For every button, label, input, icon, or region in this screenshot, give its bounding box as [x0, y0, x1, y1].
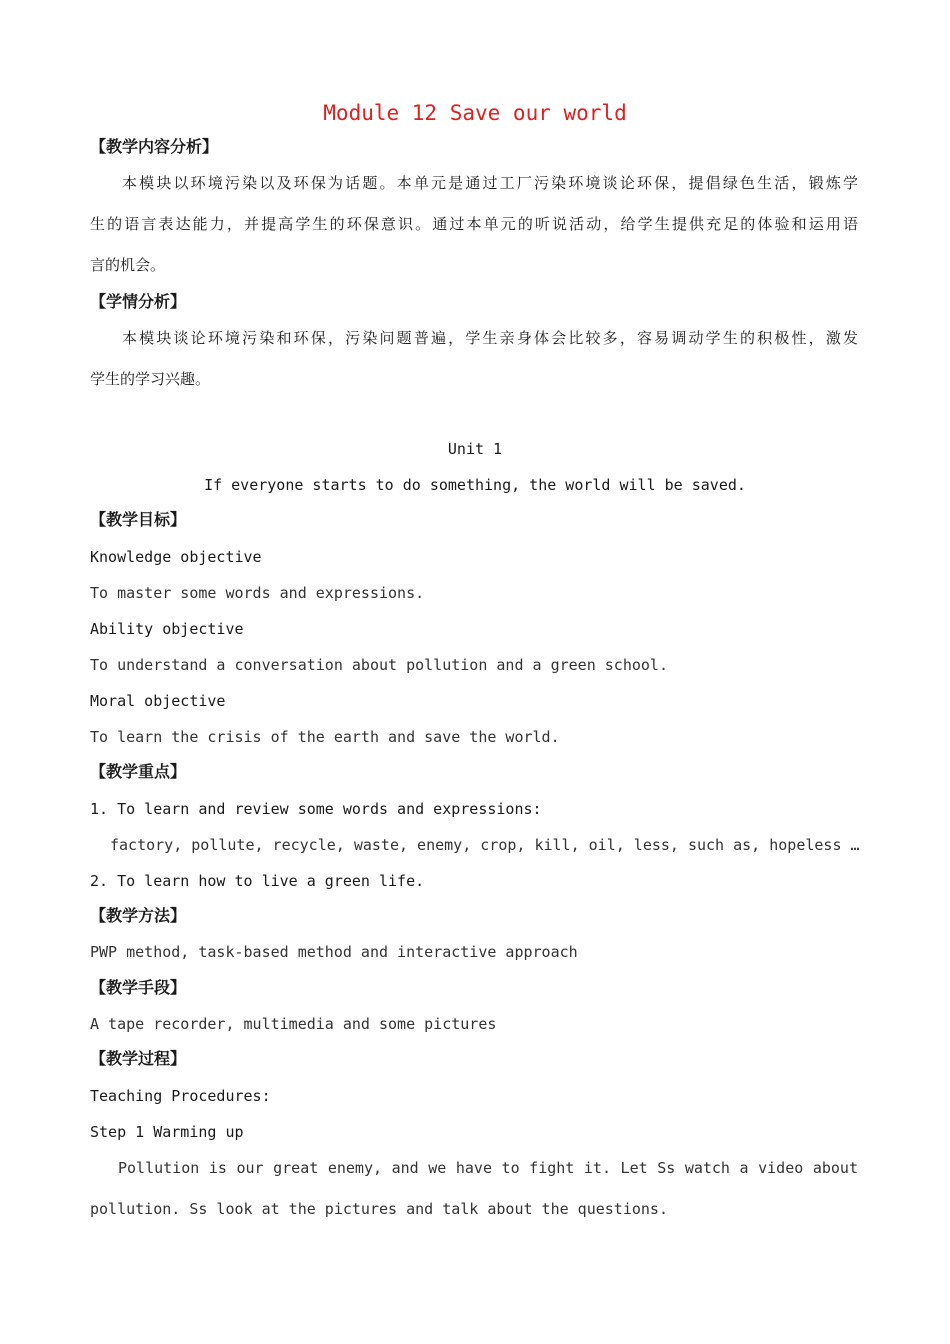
unit-title: Unit 1	[447, 440, 503, 458]
content-analysis-line-1: 本模块以环境污染以及环保为话题。本单元是通过工厂污染环境谈论环保，提倡绿色生活，锻炼学	[122, 174, 858, 192]
step-1-line-2: pollution. Ss look at the pictures and talk about the questions.	[90, 1200, 668, 1218]
section-heading-process: 【教学过程】	[90, 1049, 187, 1068]
knowledge-objective-text: To master some words and expressions.	[90, 584, 425, 602]
student-analysis-line-2: 学生的学习兴趣。	[90, 370, 211, 388]
key-point-1-words: factory, pollute, recycle, waste, enemy, crop, kill, oil, less, such as, hopeless …	[110, 836, 860, 854]
section-heading-objectives: 【教学目标】	[90, 510, 187, 529]
section-heading-key-points: 【教学重点】	[90, 762, 187, 781]
procedures-label: Teaching Procedures:	[90, 1087, 271, 1105]
section-heading-content-analysis: 【教学内容分析】	[90, 137, 219, 156]
content-analysis-line-2: 生的语言表达能力，并提高学生的环保意识。通过本单元的听说活动，给学生提供充足的体验和运用语	[90, 215, 858, 233]
knowledge-objective-label: Knowledge objective	[90, 548, 262, 566]
ability-objective-label: Ability objective	[90, 620, 244, 638]
moral-objective-text: To learn the crisis of the earth and save the world.	[90, 728, 560, 746]
step-1-line-1: Pollution is our great enemy, and we have to fight it. Let Ss watch a video about	[118, 1159, 858, 1177]
section-heading-methods: 【教学方法】	[90, 906, 187, 925]
unit-subtitle: If everyone starts to do something, the world will be saved.	[204, 476, 746, 494]
document-title: Module 12 Save our world	[323, 101, 627, 125]
section-heading-student-analysis: 【学情分析】	[90, 292, 187, 311]
step-1-label: Step 1 Warming up	[90, 1123, 244, 1141]
moral-objective-label: Moral objective	[90, 692, 226, 710]
methods-text: PWP method, task-based method and interactive approach	[90, 943, 578, 961]
means-text: A tape recorder, multimedia and some pictures	[90, 1015, 497, 1033]
key-point-1: 1. To learn and review some words and expressions:	[90, 800, 542, 818]
ability-objective-text: To understand a conversation about pollution and a green school.	[90, 656, 668, 674]
content-analysis-line-3: 言的机会。	[90, 256, 166, 274]
student-analysis-line-1: 本模块谈论环境污染和环保，污染问题普遍，学生亲身体会比较多，容易调动学生的积极性，激发	[122, 329, 858, 347]
key-point-2: 2. To learn how to live a green life.	[90, 872, 425, 890]
section-heading-means: 【教学手段】	[90, 978, 187, 997]
